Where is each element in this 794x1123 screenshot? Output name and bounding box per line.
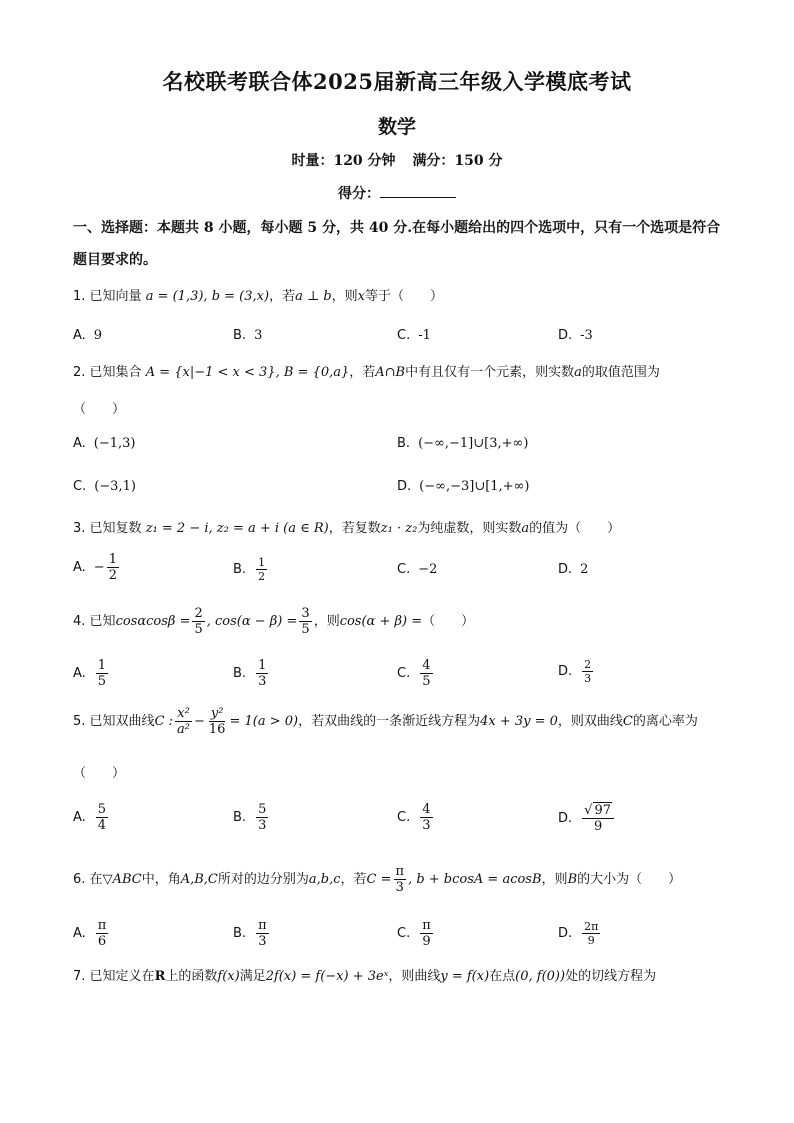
duration: 时量：120 分钟 [291, 153, 396, 169]
exam-title: 名校联考联合体2025届新高三年级入学模底考试 [162, 69, 632, 94]
question-2: 2. 已知集合 A = {x|−1 < x < 3}, B = {0,a}，若A∩B中有且仅有一个元素，则实数a的取值范围为 [73, 365, 660, 380]
q2-option-d[interactable]: D. (−∞,−3]∪[1,+∞) [397, 479, 530, 494]
question-4: 4. 已知 cosαcosβ = $\frac{2}{5}$ , cos(α − β) = $\frac{3}{5}$ ，则 cos(α + β) = （ ） [73, 606, 475, 637]
q4-option-a[interactable]: A. $\frac{1}{5}$ [73, 658, 107, 689]
q5-option-c[interactable]: C. $\frac{4}{3}$ [397, 802, 431, 833]
score-line [0, 183, 794, 203]
q2-option-c[interactable]: C. (−3,1) [73, 479, 136, 494]
q1-option-a[interactable]: A. 9 [73, 328, 103, 343]
q2-option-a[interactable]: A. (−1,3) [73, 436, 136, 451]
q6-option-a[interactable]: A. $\frac{\pi}{6}$ [73, 918, 107, 949]
q3-option-a[interactable]: A. − $\frac{1}{2}$ [73, 552, 117, 583]
q1-option-b[interactable]: B. 3 [233, 328, 263, 343]
q3-option-d[interactable]: D. 2 [558, 562, 589, 577]
subject-title: 数学 [377, 116, 416, 138]
q4-option-c[interactable]: C. $\frac{4}{5}$ [397, 658, 431, 689]
q1-option-d[interactable]: D. -3 [558, 328, 593, 343]
question-3: 3. 已知复数 z₁ = 2 − i, z₂ = a + i (a ∈ R)，若复数z₁ · z₂为纯虚数，则实数a的值为（ ） [73, 521, 621, 536]
q6-option-b[interactable]: B. $\frac{\pi}{3}$ [233, 918, 267, 949]
question-5: 5. 已知双曲线 C : $\frac{\text{x²}}{\text{a²}}$ − $\frac{\text{y²}}{16}$ = 1(a > 0) ，若双曲线的一条渐近线方程为 4x + 3y = 0 ，则双曲线 C 的离心率为 [73, 706, 698, 737]
q4-option-d[interactable]: D. $\frac{2}{3}$ [558, 658, 592, 685]
q5-option-d[interactable]: D. $\frac{√ 97}{9}$ [558, 802, 616, 834]
q6-option-d[interactable]: D. $\frac{2\pi}{9}$ [558, 920, 599, 947]
q5-option-b[interactable]: B. $\frac{5}{3}$ [233, 802, 267, 833]
q1-option-c[interactable]: C. -1 [397, 328, 431, 343]
score-label: 得分： [338, 186, 380, 202]
full-score: 满分：150 分 [412, 153, 503, 169]
q2-answer-paren[interactable]: （ ） [73, 402, 126, 417]
q6-option-c[interactable]: C. $\frac{\pi}{9}$ [397, 918, 431, 949]
q4-option-b[interactable]: B. $\frac{1}{3}$ [233, 658, 267, 689]
exam-info [0, 150, 794, 170]
question-1: 1. 已知向量 a = (1,3), b = (3,x)，若a ⊥ b，则x等于（ ） [73, 289, 444, 304]
q5-option-a[interactable]: A. $\frac{5}{4}$ [73, 802, 107, 833]
section-heading: 一、选择题：本题共 8 小题，每小题 5 分，共 40 分.在每小题给出的四个选项中，只有一个选项是符合题目要求的。 [73, 220, 721, 268]
score-blank[interactable] [380, 185, 456, 198]
question-7: 7. 已知定义在R上的函数f(x)满足2f(x) = f(−x) + 3eˣ，则曲线y = f(x)在点(0, f(0))处的切线方程为 [73, 969, 657, 984]
q3-option-b[interactable]: B. $\frac{1}{2}$ [233, 556, 266, 583]
q3-option-c[interactable]: C. −2 [397, 562, 438, 577]
q5-answer-paren[interactable]: （ ） [73, 766, 126, 781]
q2-option-b[interactable]: B. (−∞,−1]∪[3,+∞) [397, 436, 529, 451]
question-6: 6. 在 ▽ABC 中，角 A,B,C 所对的边分别为 a,b,c ，若 C = $\frac{\pi}{3}$ , b + bcosA = acosB ，则 B 的大小为（ ） [73, 864, 682, 895]
